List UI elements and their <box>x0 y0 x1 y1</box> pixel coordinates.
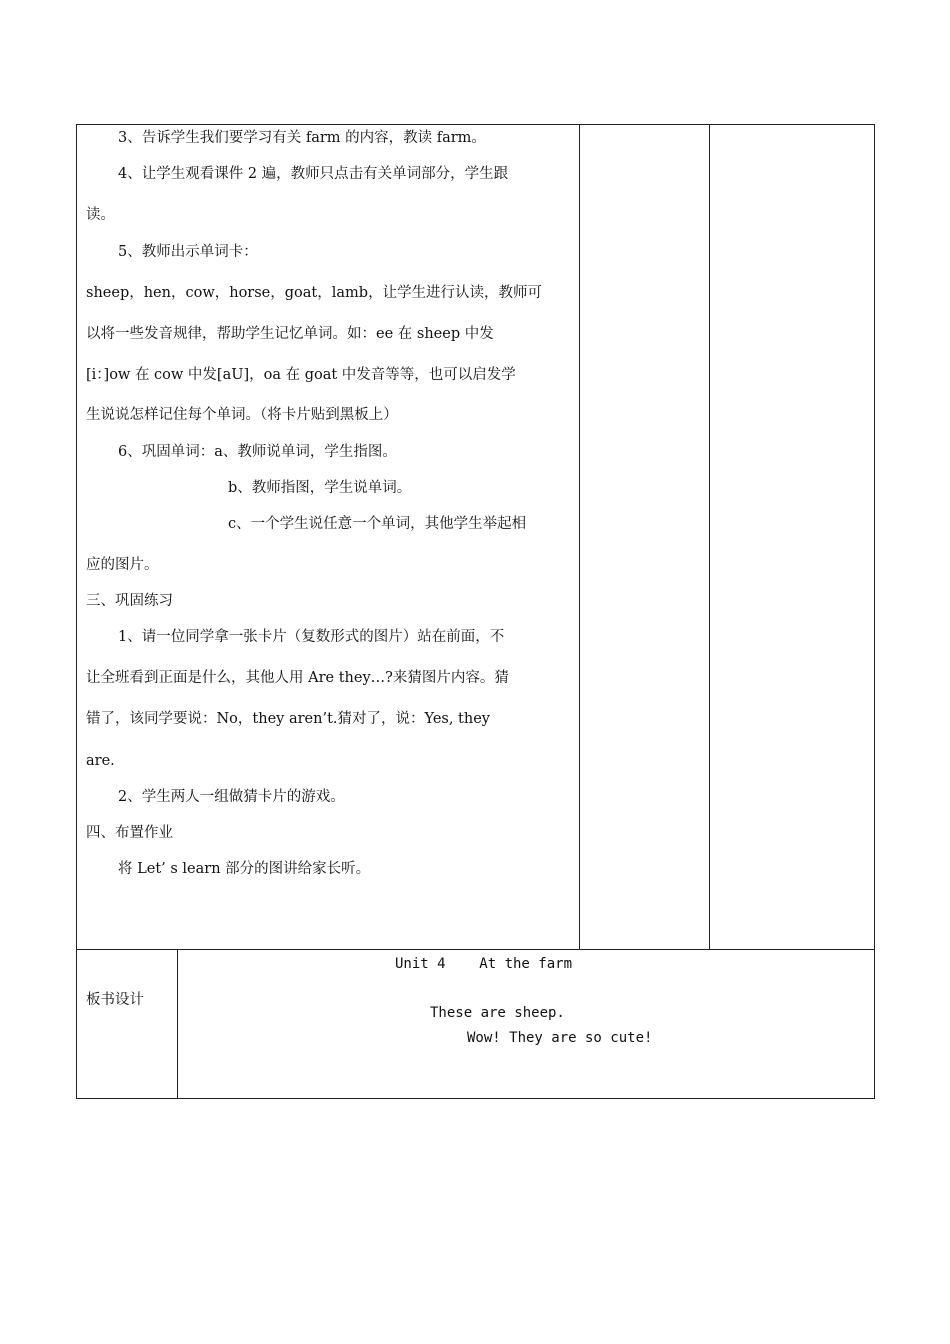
board-design-label: 板书设计 <box>86 992 144 1008</box>
column-divider-1 <box>579 124 580 950</box>
section-heading-practice: 三、巩固练习 <box>86 593 173 609</box>
row-divider <box>76 949 875 950</box>
body-line-7: [i：]ow 在 cow 中发[aU]，oa 在 goat 中发音等等，也可以启发学 <box>86 367 516 383</box>
body-line-10: b、教师指图，学生说单词。 <box>228 480 412 496</box>
board-line-2: Wow! They are so cute! <box>467 1030 653 1046</box>
board-label-divider <box>177 949 178 1099</box>
body-line-18: 2、学生两人一组做猜卡片的游戏。 <box>118 789 345 805</box>
body-line-16: 错了，该同学要说：No，they aren’t.猜对了，说：Yes, they <box>86 711 490 727</box>
board-title: Unit 4 At the farm <box>395 956 573 972</box>
body-line-11: c、一个学生说任意一个单词，其他学生举起相 <box>228 516 527 532</box>
body-line-4: 5、教师出示单词卡： <box>118 244 258 260</box>
body-line-15: 让全班看到正面是什么，其他人用 Are they…?来猜图片内容。猜 <box>86 670 509 686</box>
body-line-2: 4、让学生观看课件 2 遍，教师只点击有关单词部分，学生跟 <box>118 166 509 182</box>
body-line-1: 3、告诉学生我们要学习有关 farm 的内容，教读 farm。 <box>118 130 486 146</box>
body-line-3: 读。 <box>86 207 115 223</box>
section-heading-homework: 四、布置作业 <box>86 825 173 841</box>
body-line-20: 将 Let’ s learn 部分的图讲给家长听。 <box>118 861 371 877</box>
body-line-17: are. <box>86 753 115 769</box>
column-divider-2 <box>709 124 710 950</box>
body-line-6: 以将一些发音规律，帮助学生记忆单词。如：ee 在 sheep 中发 <box>86 326 494 342</box>
body-line-8: 生说说怎样记住每个单词。（将卡片贴到黑板上） <box>86 407 398 423</box>
body-line-5: sheep，hen，cow，horse，goat，lamb，让学生进行认读，教师可 <box>86 285 543 301</box>
body-line-9: 6、巩固单词：a、教师说单词，学生指图。 <box>118 444 397 460</box>
board-line-1: These are sheep. <box>430 1005 565 1021</box>
lesson-table <box>76 124 875 1099</box>
body-line-14: 1、请一位同学拿一张卡片（复数形式的图片）站在前面，不 <box>118 629 505 645</box>
body-line-12: 应的图片。 <box>86 557 159 573</box>
